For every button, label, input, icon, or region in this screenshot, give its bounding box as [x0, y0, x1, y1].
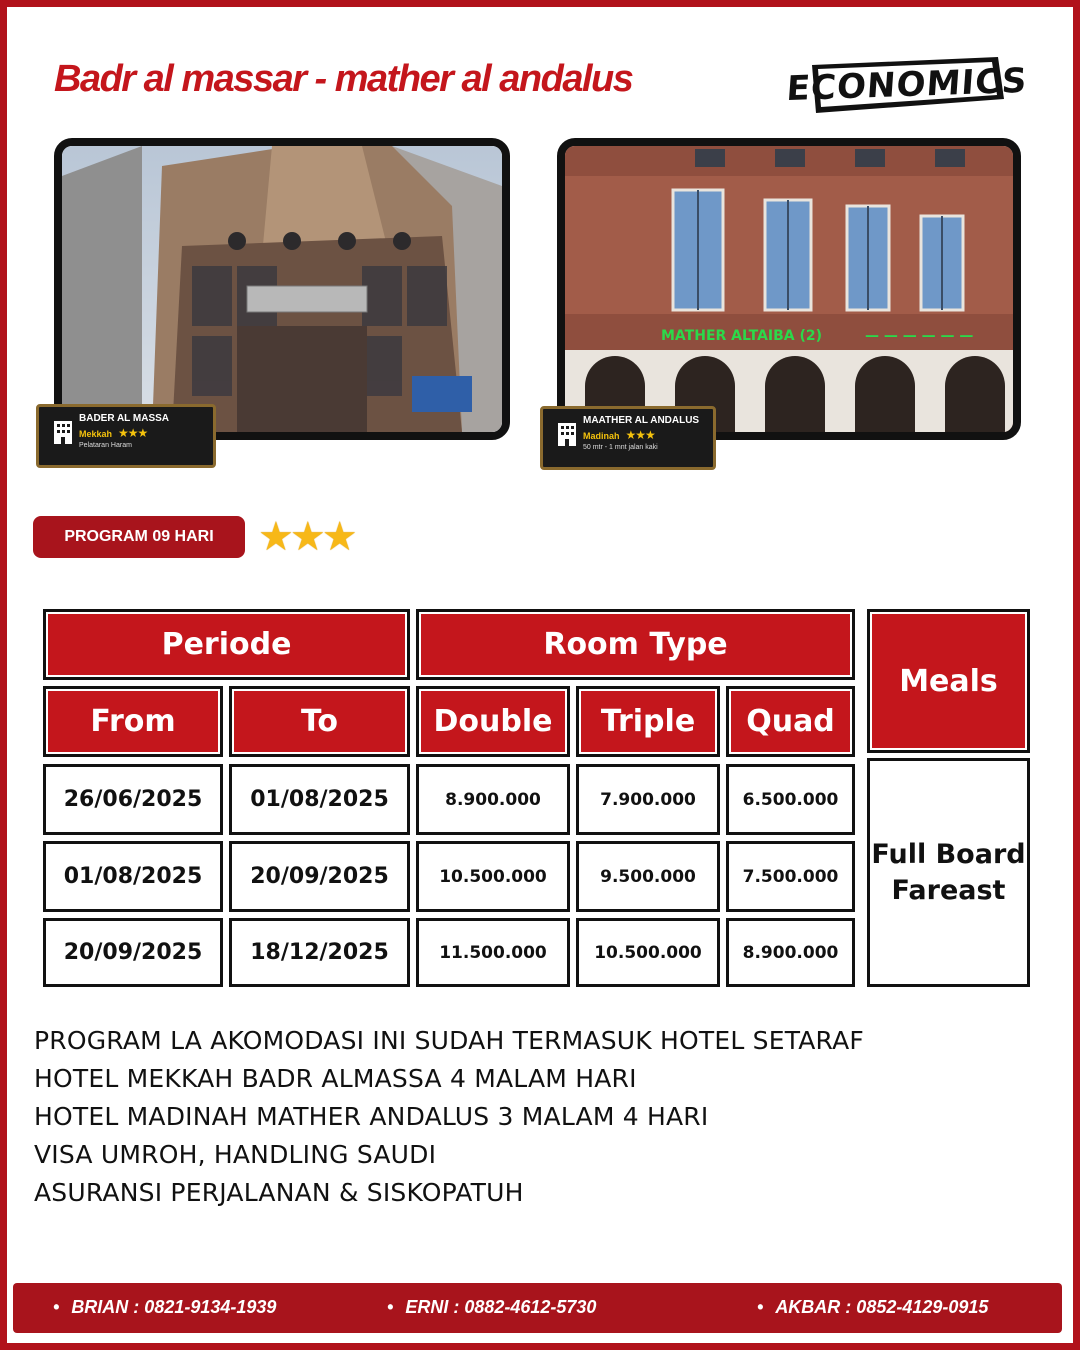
page-title: Badr al massar - mather al andalus [54, 58, 633, 100]
cell-quad-price: 8.900.000 [726, 918, 855, 987]
cell-double-price: 11.500.000 [416, 918, 570, 987]
contact-text: AKBAR : 0852-4129-0915 [775, 1297, 989, 1317]
header-triple: Triple [576, 686, 720, 757]
hotel-name: MAATHER AL ANDALUS [583, 415, 700, 426]
contact-footer [13, 1283, 1062, 1333]
cell-from: 01/08/2025 [43, 841, 223, 912]
includes-line: HOTEL MEKKAH BADR ALMASSA 4 MALAM HARI [34, 1064, 637, 1093]
economics-badge [785, 55, 1029, 115]
hotel-city: Mekkah [79, 429, 113, 439]
star-rating: ★★★ [625, 428, 655, 442]
meals-value-line-1: Full Board [871, 838, 1026, 870]
badge-label: ECONOMICS [785, 60, 1029, 110]
bullet-icon: • [53, 1297, 60, 1317]
contact-text: ERNI : 0882-4612-5730 [405, 1297, 597, 1317]
header-quad: Quad [726, 686, 855, 757]
cell-triple-price: 7.900.000 [576, 764, 720, 835]
header-room-type: Room Type [416, 609, 855, 680]
includes-line: ASURANSI PERJALANAN & SISKOPATUH [34, 1178, 524, 1207]
cell-to: 18/12/2025 [229, 918, 410, 987]
cell-double-price: 10.500.000 [416, 841, 570, 912]
includes-line: HOTEL MADINAH MATHER ANDALUS 3 MALAM 4 HARI [34, 1102, 709, 1131]
bullet-icon: • [387, 1297, 394, 1317]
hotel-name: BADER AL MASSA [79, 413, 170, 424]
cell-double-price: 8.900.000 [416, 764, 570, 835]
cell-triple-price: 10.500.000 [576, 918, 720, 987]
star-rating: ★★★ [118, 426, 148, 440]
hotel-city: Madinah [583, 431, 620, 441]
svg-text:— — — — — —: — — — — — — [865, 328, 974, 344]
meals-value-line-2: Fareast [891, 874, 1006, 906]
cell-to: 01/08/2025 [229, 764, 410, 835]
contact-brian[interactable] [53, 1297, 276, 1318]
contact-erni[interactable] [387, 1297, 596, 1318]
building-icon [557, 421, 577, 447]
hotel-photo-madinah [557, 138, 1021, 440]
meals-value [867, 758, 1030, 987]
cell-from: 20/09/2025 [43, 918, 223, 987]
header-periode: Periode [43, 609, 410, 680]
header-double: Double [416, 686, 570, 757]
header-from: From [43, 686, 223, 757]
cell-triple-price: 9.500.000 [576, 841, 720, 912]
hotel-distance-note: 50 mtr - 1 mnt jalan kaki [583, 444, 658, 451]
contact-akbar[interactable] [757, 1297, 988, 1318]
hotel-distance-note: Pelataran Haram [79, 442, 132, 449]
building-icon [53, 419, 73, 445]
hotel-tag-madinah [540, 406, 716, 470]
header-meals: Meals [867, 609, 1030, 753]
cell-quad-price: 7.500.000 [726, 841, 855, 912]
header-to: To [229, 686, 410, 757]
cell-from: 26/06/2025 [43, 764, 223, 835]
bullet-icon: • [757, 1297, 764, 1317]
program-duration-badge: PROGRAM 09 HARI [33, 516, 245, 558]
cell-quad-price: 6.500.000 [726, 764, 855, 835]
contact-text: BRIAN : 0821-9134-1939 [71, 1297, 277, 1317]
includes-line: VISA UMROH, HANDLING SAUDI [34, 1140, 437, 1169]
hotel-photo-mekkah [54, 138, 510, 440]
hotel-tag-mekkah [36, 404, 216, 468]
includes-line: PROGRAM LA AKOMODASI INI SUDAH TERMASUK HOTEL SETARAF [34, 1026, 864, 1055]
cell-to: 20/09/2025 [229, 841, 410, 912]
photo2-sign: MATHER ALTAIBA (2) [661, 328, 823, 344]
package-includes-list [34, 1022, 864, 1212]
program-star-rating: ★★★ [258, 515, 354, 559]
